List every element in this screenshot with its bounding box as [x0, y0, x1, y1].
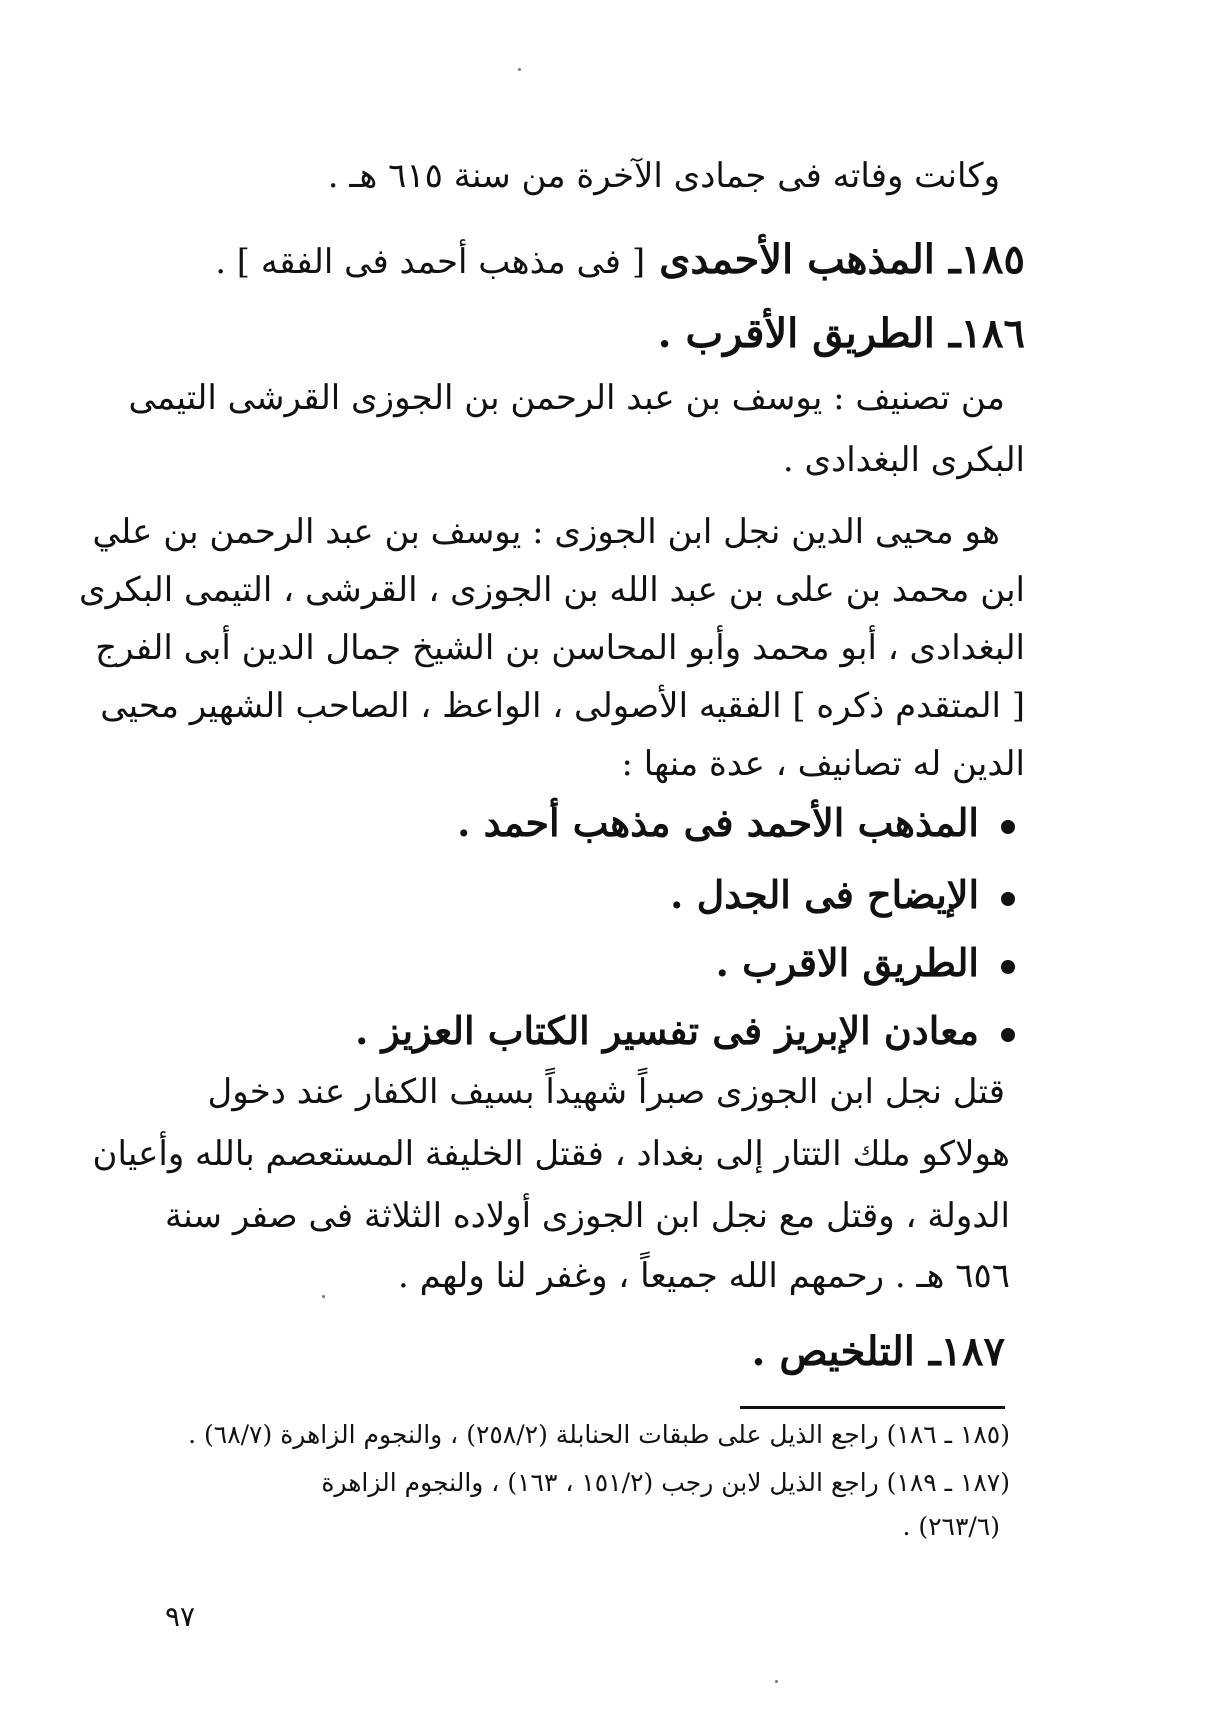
text-line: هو محيى الدين نجل ابن الجوزى : يوسف بن عبد الرحمن بن علي [92, 512, 1000, 552]
bullet-item: المذهب الأحمد فى مذهب أحمد . [457, 800, 1015, 846]
entry-number: ١٨٥ـ [948, 236, 1025, 283]
footnote-line: (١٨٧ ـ ١٨٩) راجع الذيل لابن رجب (١٥١/٢ ، ١٦٣) ، والنجوم الزاهرة [321, 1468, 1010, 1497]
scan-speck [322, 1295, 325, 1298]
bullet-item: الإيضاح فى الجدل . [670, 872, 1015, 918]
footnote-line: (١٨٥ ـ ١٨٦) راجع الذيل على طبقات الحنابلة (٢٥٨/٢) ، والنجوم الزاهرة (٦٨/٧) . [188, 1420, 1010, 1449]
footnote-divider [740, 1406, 1005, 1409]
text-line: ٦٥٦ هـ . رحمهم الله جميعاً ، وغفر لنا ولهم . [398, 1256, 1010, 1296]
entry-title: المذهب الأحمدى [659, 236, 935, 283]
text-line: من تصنيف : يوسف بن عبد الرحمن بن الجوزى القرشى التيمى [128, 378, 1005, 418]
scan-speck [518, 68, 521, 71]
text-line: [ المتقدم ذكره ] الفقيه الأصولى ، الواعظ ، الصاحب الشهير محيى [100, 686, 1025, 726]
text-line: الدولة ، وقتل مع نجل ابن الجوزى أولاده الثلاثة فى صفر سنة [165, 1196, 1010, 1236]
bullet-item: الطريق الاقرب . [716, 940, 1015, 986]
bullet-dot-icon [1001, 960, 1015, 974]
entry-heading-185 [215, 236, 1025, 284]
text-line: ابن محمد بن على بن عبد الله بن الجوزى ، القرشى ، التيمى البكرى [79, 570, 1025, 610]
text-line: قتل نجل ابن الجوزى صبراً شهيداً بسيف الكفار عند دخول [207, 1072, 1005, 1112]
text-line: البغدادى ، أبو محمد وأبو المحاسن بن الشيخ جمال الدين أبى الفرج [95, 628, 1025, 668]
footnote-line: (٢٦٣/٦) . [902, 1512, 1000, 1541]
bullet-dot-icon [1001, 892, 1015, 906]
bullet-dot-icon [1001, 1028, 1015, 1042]
text-line: البكرى البغدادى . [782, 440, 1025, 480]
entry-description: [ فى مذهب أحمد فى الفقه ] . [215, 242, 646, 282]
entry-heading-187: ١٨٧ـ التلخيص . [751, 1328, 1005, 1375]
entry-heading-186: ١٨٦ـ الطريق الأقرب . [657, 310, 1025, 357]
text-line: الدين له تصانيف ، عدة منها : [621, 744, 1025, 784]
bullet-item: معادن الإبريز فى تفسير الكتاب العزيز . [355, 1008, 1015, 1054]
bullet-dot-icon [1001, 820, 1015, 834]
text-line: هولاكو ملك التتار إلى بغداد ، فقتل الخليفة المستعصم بالله وأعيان [92, 1134, 1010, 1174]
text-line: وكانت وفاته فى جمادى الآخرة من سنة ٦١٥ هـ . [327, 156, 1000, 196]
page-number: ٩٧ [165, 1600, 196, 1633]
scan-speck [775, 1680, 778, 1683]
